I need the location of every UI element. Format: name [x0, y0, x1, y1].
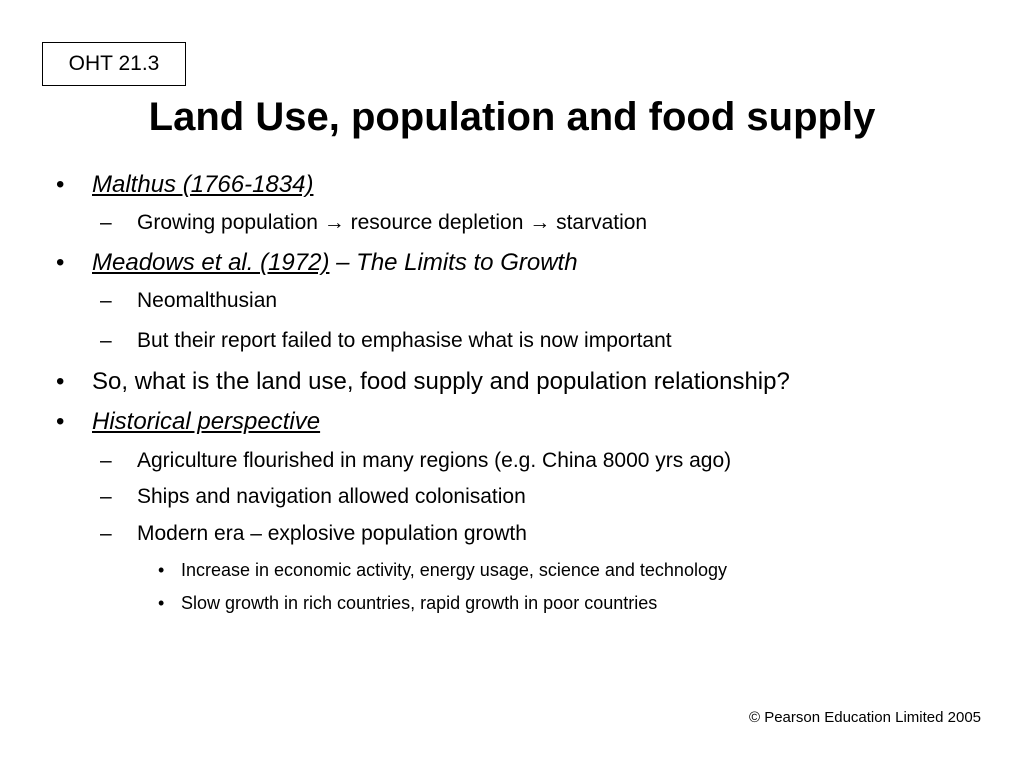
bullet-marker: • [56, 249, 65, 276]
list-item-text: But their report failed to emphasise what is now important [137, 329, 672, 352]
slide-label: OHT 21.3 [68, 52, 160, 75]
dash-marker: – [100, 485, 112, 508]
bullet-marker: • [56, 368, 65, 395]
dash-marker: – [100, 329, 112, 352]
list-item-text-rest: – The Limits to Growth [329, 249, 578, 276]
list-item-text: Agriculture flourished in many regions (e.g. China 8000 yrs ago) [137, 449, 732, 472]
list-item-text: Malthus (1766-1834) [92, 171, 314, 198]
list-item-text: Ships and navigation allowed colonisation [137, 485, 526, 508]
dash-marker: – [100, 449, 112, 472]
list-item-text: Increase in economic activity, energy usage, science and technology [181, 560, 727, 580]
dash-marker: – [100, 289, 112, 312]
bullet-marker: • [56, 408, 65, 435]
list-item-text [92, 248, 578, 278]
slide-title: Land Use, population and food supply [148, 95, 876, 139]
bullet-marker: • [158, 593, 165, 613]
dash-marker: – [100, 211, 112, 234]
dash-marker: – [100, 522, 112, 545]
list-item-text-underlined: Meadows et al. (1972) [92, 249, 330, 276]
list-item-text: Growing population → resource depletion → starvation [137, 211, 648, 234]
bullet-marker: • [56, 171, 65, 198]
copyright-footer: © Pearson Education Limited 2005 [748, 709, 981, 726]
list-item-text: Slow growth in rich countries, rapid growth in poor countries [181, 593, 658, 613]
list-item-text: Modern era – explosive population growth [137, 522, 527, 545]
list-item-text: Historical perspective [92, 408, 321, 435]
list-item-text: Neomalthusian [137, 289, 278, 312]
bullet-marker: • [158, 560, 165, 580]
list-item-text: So, what is the land use, food supply and population relationship? [92, 368, 790, 395]
